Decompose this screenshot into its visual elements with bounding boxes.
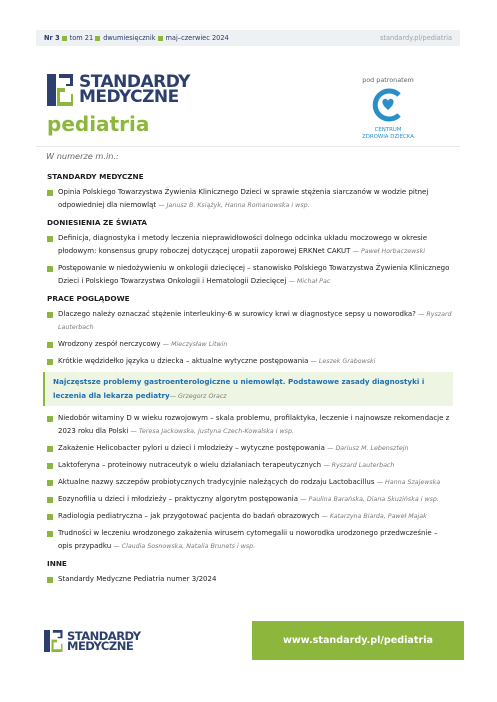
footer-logo-line-1: STANDARDY <box>67 628 141 643</box>
article-authors: — Katarzyna Biarda, Paweł Majak <box>321 513 427 520</box>
article-authors: — Paulina Barańska, Diana Skuzińska i wsp. <box>300 496 439 503</box>
list-item[interactable] <box>47 476 453 489</box>
bullet-square-icon <box>95 36 100 41</box>
list-item[interactable] <box>47 510 453 523</box>
bullet-square-icon <box>47 359 53 365</box>
bullet-square-icon <box>47 190 53 196</box>
list-item[interactable] <box>47 186 453 212</box>
article-authors: — Teresa Jackowska, Justyna Czech-Kowalska i wsp. <box>130 428 294 435</box>
bullet-square-icon <box>47 416 53 422</box>
patronage-block <box>356 76 420 141</box>
article-authors: — Michał Pac <box>288 278 331 285</box>
czd-logo-icon <box>369 88 407 122</box>
article-authors: — Janusz B. Książyk, Hanna Romanowska i wsp. <box>158 202 310 209</box>
featured-article[interactable] <box>43 372 453 406</box>
patronage-org-line-1: CENTRUM <box>374 127 402 133</box>
logo-wordmark <box>79 72 190 107</box>
article-authors: — Hanna Szajewska <box>376 479 441 486</box>
featured-article-authors: — Grzegorz Oracz <box>169 393 227 400</box>
footer-logo <box>44 630 141 652</box>
issue-bar <box>36 30 460 46</box>
bullet-square-icon <box>47 266 53 272</box>
footer-logo-line-2: MEDYCZNE <box>67 639 134 653</box>
article-title: Trudności w leczeniu wrodzonego zakażenia wirusem cytomegalii u noworodka urodzonego przedwcześnie – opis przypadku <box>58 529 438 550</box>
issue-frequency: dwumiesięcznik <box>103 34 156 42</box>
patronage-org <box>356 127 420 141</box>
section-title: INNE <box>47 559 67 568</box>
article-title: Krótkie wędzidełko języka u dziecka – aktualne wytyczne postępowania <box>58 357 309 365</box>
patronage-label: pod patronatem <box>362 76 414 84</box>
list-item[interactable] <box>47 338 453 351</box>
list-item[interactable] <box>47 355 453 368</box>
section-title: STANDARDY MEDYCZNE <box>47 172 144 181</box>
article-title: Zakażenie Helicobacter pylori u dzieci i młodzieży – wytyczne postępowania <box>58 444 325 452</box>
list-item[interactable] <box>47 232 453 258</box>
bullet-square-icon <box>47 463 53 469</box>
footer-url-link[interactable]: www.standardy.pl/pediatria <box>252 621 464 660</box>
article-title: Definicja, diagnostyka i metody leczenia nieprawidłowości dolnego odcinka układu moczowego w okresie płodowym: konsensus grupy roboczej dotyczącej uropatii zaporowej ERKNet CAKUT <box>58 234 428 255</box>
article-title: Dlaczego należy oznaczać stężenie interleukiny-6 w surowicy krwi w diagnostyce sepsy u noworodka? <box>58 310 416 318</box>
header-url-link[interactable]: standardy.pl/pediatria <box>379 34 452 42</box>
bullet-square-icon <box>62 36 67 41</box>
issue-volume: tom 21 <box>69 34 94 42</box>
article-authors: — Mieczysław Litwin <box>162 341 228 348</box>
bullet-square-icon <box>47 577 53 583</box>
article-title: Standardy Medyczne Pediatria numer 3/2024 <box>58 575 217 583</box>
article-authors: — Ryszard Lauterbach <box>323 462 395 469</box>
bullet-square-icon <box>47 342 53 348</box>
article-authors: — Claudia Sosnowska, Natalia Brunets i wsp. <box>113 543 256 550</box>
list-item[interactable] <box>47 262 453 288</box>
article-title: Postępowanie w niedożywieniu w onkologii dziecięcej – stanowisko Polskiego Towarzystwa Żywienia Klinicznego Dzieci i Polskiego Towarzystwa Onkologii i Hematologii Dziecięcej <box>58 264 450 285</box>
intro-text: W numerze m.in.: <box>46 151 119 161</box>
article-authors: — Ryszard Lauterbach <box>58 311 452 331</box>
patronage-org-line-2: ZDROWIA DZIECKA <box>362 134 414 140</box>
standardy-medyczne-logo <box>47 74 190 106</box>
list-item[interactable] <box>47 527 453 553</box>
article-title: Radiologia pediatryczna – jak przygotować pacjenta do badań obrazowych <box>58 512 320 520</box>
article-title: Aktualne nazwy szczepów probiotycznych tradycyjnie należących do rodzaju Lactobacillus <box>58 478 375 486</box>
list-item[interactable] <box>47 493 453 506</box>
list-item[interactable] <box>47 459 453 472</box>
article-title: Niedobór witaminy D w wieku rozwojowym – skala problemu, profilaktyka, leczenie i najnowsze rekomendacje z 2023 roku dla Polski <box>58 414 450 435</box>
bullet-square-icon <box>47 446 53 452</box>
bullet-square-icon <box>47 236 53 242</box>
footer-wordmark <box>67 628 141 653</box>
list-item[interactable] <box>47 442 453 455</box>
article-title: Wrodzony zespół nerczycowy <box>58 340 161 348</box>
bullet-square-icon <box>47 514 53 520</box>
issue-info <box>44 34 229 42</box>
article-authors: — Paweł Horbaczewski <box>352 248 425 255</box>
bullet-square-icon <box>47 497 53 503</box>
section-title: DONIESIENIA ZE ŚWIATA <box>47 218 148 227</box>
featured-article-title: Najczęstsze problemy gastroenterologiczne u niemowląt. Podstawowe zasady diagnostyki i leczenia dla lekarza pediatry <box>53 377 425 400</box>
article-authors: — Dariusz M. Lebensztejn <box>327 445 409 452</box>
article-title: Eozynofilia u dzieci i młodzieży – praktyczny algorytm postępowania <box>58 495 298 503</box>
issue-date: maj–czerwiec 2024 <box>165 34 229 42</box>
list-item[interactable] <box>47 573 453 586</box>
list-item[interactable] <box>47 308 453 334</box>
article-title: Laktoferyna – proteinowy nutraceutyk o wielu działaniach terapeutycznych <box>58 461 322 469</box>
table-of-contents <box>47 168 453 590</box>
header-divider <box>36 146 460 147</box>
bullet-square-icon <box>47 531 53 537</box>
bullet-square-icon <box>47 312 53 318</box>
bullet-square-icon <box>158 36 163 41</box>
list-item[interactable] <box>47 412 453 438</box>
bullet-square-icon <box>47 480 53 486</box>
article-authors: — Leszek Grabowski <box>310 358 376 365</box>
section-title: PRACE POGLĄDOWE <box>47 294 130 303</box>
logo-mark-icon <box>47 74 75 106</box>
logo-line-1: STANDARDY <box>79 72 190 92</box>
journal-subtitle: pediatria <box>47 112 150 136</box>
issue-number: Nr 3 <box>44 34 60 42</box>
logo-mark-icon <box>44 630 64 652</box>
logo-line-2: MEDYCZNE <box>79 87 179 107</box>
article-title: Opinia Polskiego Towarzystwa Żywienia Klinicznego Dzieci w sprawie stężenia siarczanów w wodzie pitnej odpowiedniej dla niemowląt <box>58 188 429 209</box>
